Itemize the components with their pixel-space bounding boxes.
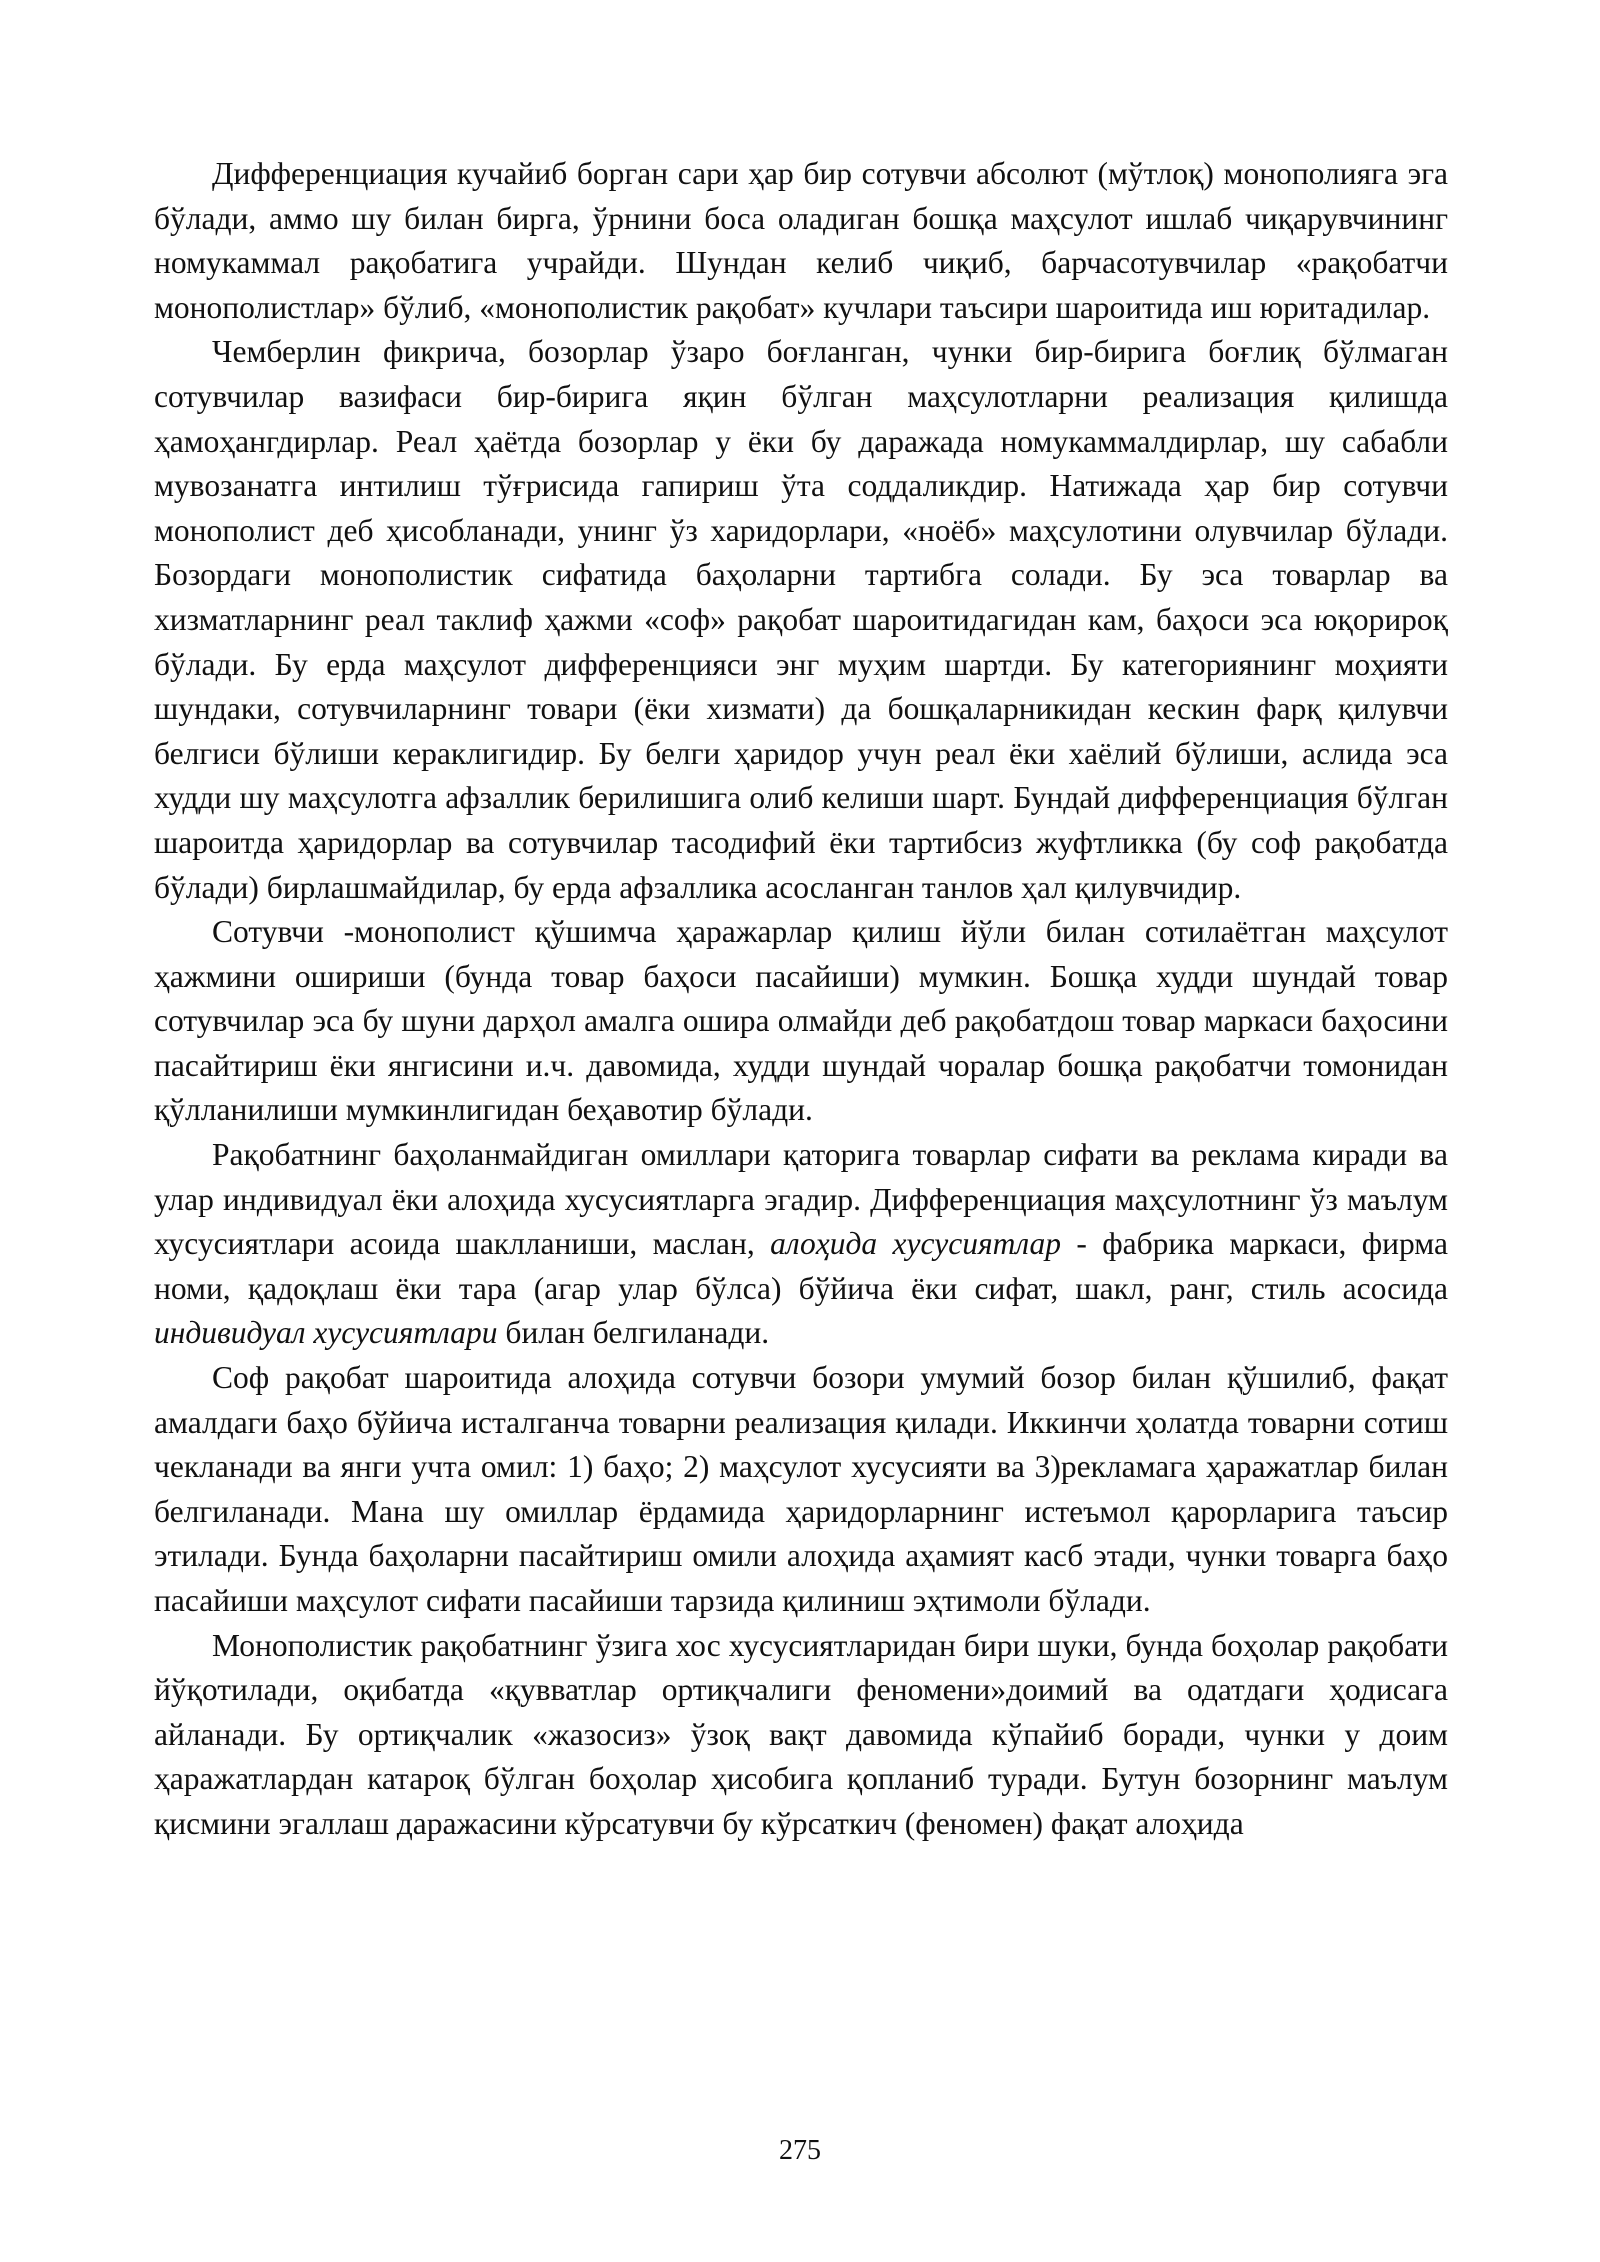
paragraph-4-italic-1: алоҳида хусусиятлар [770,1226,1061,1262]
paragraph-4-italic-2: индивидуал хусусиятлари [154,1315,498,1351]
paragraph-5: Соф рақобат шароитида алоҳида сотувчи бозори умумий бозор билан қўшилиб, фақат амалдаги баҳо бўйича исталганча товарни реализация қилади. Иккинчи ҳолатда товарни сотиш чекланади ва янги учта омил: 1) баҳо; 2) маҳсулот хусусияти ва 3)рекламага ҳаражатлар билан белгиланади. Мана шу омиллар ёрдамида ҳаридорларнинг истеъмол қарорларига таъсир этилади. Бунда баҳоларни пасайтириш омили алоҳида аҳамият касб этади, чунки товарга баҳо пасайиши маҳсулот сифати пасайиши тарзида қилиниш эҳтимоли бўлади. [154,1360,1448,1618]
page-number: 275 [779,2135,821,2166]
paragraph-4-text-3: билан белгиланади. [497,1315,770,1351]
paragraph-2: Чемберлин фикрича, бозорлар ўзаро боғланган, чунки бир-бирига боғлиқ бўлмаган сотувчилар вазифаси бир-бирига яқин бўлган маҳсулотларни реализация қилишда ҳамоҳангдирлар. Реал ҳаётда бозорлар у ёки бу даражада номукаммалдирлар, шу сабабли мувозанатга интилиш тўғрисида гапириш ўта соддаликдир. Натижада ҳар бир сотувчи монополист деб ҳисобланади, унинг ўз харидорлари, «ноёб» маҳсулотини олувчилар бўлади. Бозордаги монополистик сифатида баҳоларни тартибга солади. Бу эса товарлар ва хизматларнинг реал таклиф ҳажми «соф» рақобат шароитидагидан кам, баҳоси эса юқорироқ бўлади. Бу ерда маҳсулот дифференцияси энг муҳим шартди. Бу категориянинг моҳияти шундаки, сотувчиларнинг товари (ёки хизмати) да бошқаларникидан кескин фарқ қилувчи белгиси бўлиши кераклигидир. Бу белги ҳаридор учун реал ёки хаёлий бўлиши, аслида эса худди шу маҳсулотга афзаллик берилишига олиб келиши шарт. Бундай дифференциация бўлган шароитда ҳаридорлар ва сотувчилар тасодифий ёки тартибсиз жуфтликка (бу соф рақобатда бўлади) бирлашмайдилар, бу ерда афзаллика асосланган танлов ҳал қилувчидир. [154,334,1448,905]
paragraph-4-text-1: Рақобатнинг баҳоланмайдиган омиллари қаторига товарлар сифати ва реклама киради ва улар индивидуал ёки алоҳида хусусиятларга эгадир. Дифференциация маҳсулотнинг ўз маълум хусусиятлари асоида шаклланиши, маслан, [154,1137,1448,1262]
page-body [154,152,1448,1847]
paragraph-4-text-2: - фабрика маркаси, фирма номи, қадоқлаш ёки тара (агар улар бўлса) бўйича ёки сифат, шакл, ранг, стиль асосида [154,1226,1448,1306]
paragraph-4 [154,1133,1448,1356]
paragraph-3: Сотувчи -монополист қўшимча ҳаражарлар қилиш йўли билан сотилаётган маҳсулот ҳажмини ошириши (бунда товар баҳоси пасайиши) мумкин. Бошқа худди шундай товар сотувчилар эса бу шуни дарҳол амалга ошира олмайди деб рақобатдош товар маркаси баҳосини пасайтириш ёки янгисини и.ч. давомида, худди шундай чоралар бошқа рақобатчи томонидан қўлланилиши мумкинлигидан беҳавотир бўлади. [154,914,1448,1128]
paragraph-1: Дифференциация кучайиб борган сари ҳар бир сотувчи абсолют (мўтлоқ) монополияга эга бўлади, аммо шу билан бирга, ўрнини боса оладиган бошқа маҳсулот ишлаб чиқарувчининг номукаммал рақобатига учрайди. Шундан келиб чиқиб, барчасотувчилар «рақобатчи монополистлар» бўлиб, «монополистик рақобат» кучлари таъсири шароитида иш юритадилар. [154,156,1448,325]
paragraph-6: Монополистик рақобатнинг ўзига хос хусусиятларидан бири шуки, бунда боҳолар рақобати йўқотилади, оқибатда «қувватлар ортиқчалиги феномени»доимий ва одатдаги ҳодисага айланади. Бу ортиқчалик «жазосиз» ўзоқ вақт давомида кўпайиб боради, чунки у доим ҳаражатлардан катароқ бўлган боҳолар ҳисобига қопланиб туради. Бутун бозорнинг маълум қисмини эгаллаш даражасини кўрсатувчи бу кўрсаткич (феномен) фақат алоҳида [154,1627,1448,1841]
